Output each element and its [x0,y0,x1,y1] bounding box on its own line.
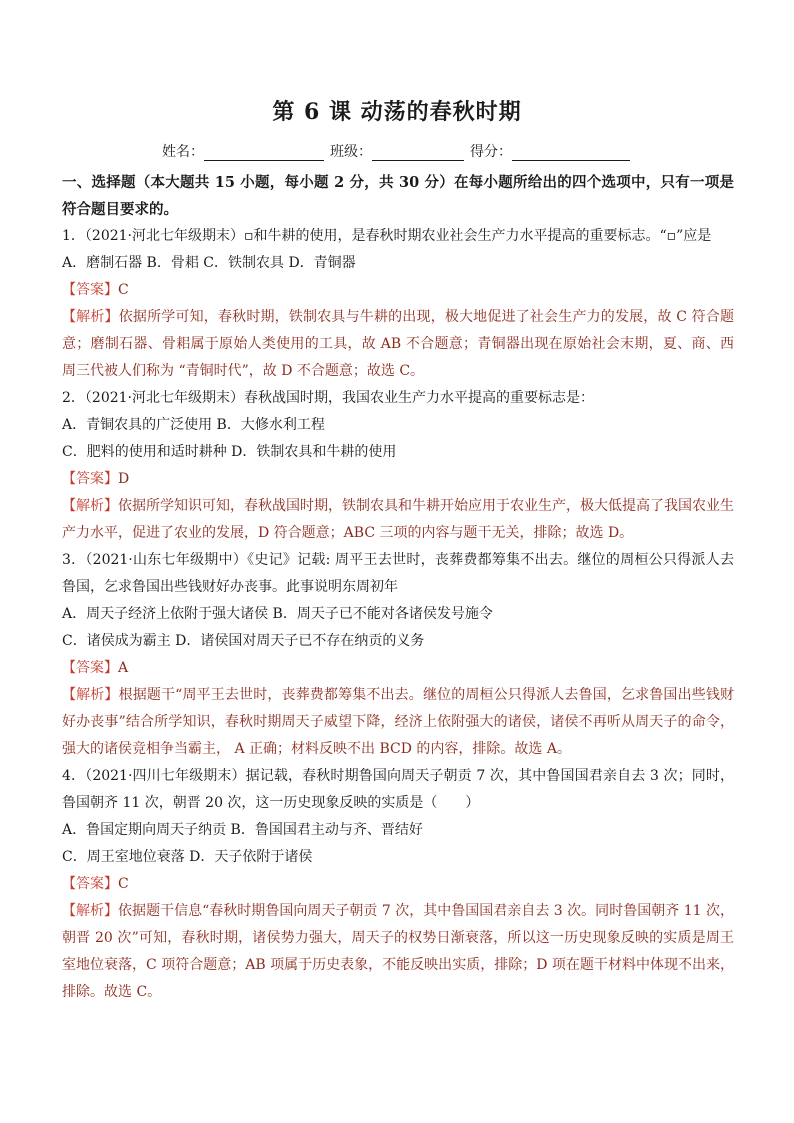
question-options: C．周王室地位衰落 D．天子依附于诸侯 [62,849,313,865]
question-4 [62,763,734,1006]
analysis-label: 【解析】 [62,309,119,325]
analysis-block [62,493,734,547]
question-options: C．诸侯成为霸主 D．诸侯国对周天子已不存在纳贡的义务 [62,633,425,649]
answer-value: D [118,471,130,487]
question-stem: 4．（2021·四川七年级期末）据记载，春秋时期鲁国向周天子朝贡 7 次，其中鲁国国君亲自去 3 次；同时，鲁国朝齐 11 次，朝晋 20 次，这一历史现象反映的实质是（ ） [62,768,734,811]
question-stem: 1．（2021·河北七年级期末）▫和牛耕的使用，是春秋时期农业社会生产力水平提高的重要标志。“▫”应是 [62,228,712,244]
score-label: 得分： [470,144,512,160]
class-blank[interactable] [372,145,464,161]
section-header: 一、选择题（本大题共 15 小题，每小题 2 分，共 30 分）在每小题所给出的四个选项中，只有一项是符合题目要求的。 [62,174,734,218]
class-label: 班级： [330,144,372,160]
question-options: A．磨制石器 B．骨耜 C．铁制农具 D．青铜器 [62,255,356,271]
question-2 [62,385,734,547]
answer-line [62,871,734,898]
analysis-block [62,898,734,1006]
answer-line [62,277,734,304]
question-list [62,169,734,1006]
question-3 [62,547,734,763]
answer-line [62,466,734,493]
analysis-text: 依据题干信息“春秋时期鲁国向周天子朝贡 7 次，其中鲁国国君亲自去 3 次。同时鲁国朝齐 11 次，朝晋 20 次”可知，春秋时期，诸侯势力强大，周天子的权势日渐衰落，所以这一历史现象反映的实质是周王室地位衰落，C 项符合题意；AB 项属于历史表象，不能反映出实质，排除；D 项在题干材料中体现不出来，排除。故选 C。 [62,903,734,1000]
analysis-label: 【解析】 [62,498,118,514]
question-1 [62,223,734,385]
question-options: A．青铜农具的广泛使用 B．大修水利工程 [62,417,325,433]
analysis-text: 依据所学知识可知，春秋战国时期，铁制农具和牛耕开始应用于农业生产，极大低提高了我国农业生产力水平，促进了农业的发展，D 符合题意；ABC 三项的内容与题干无关，排除；故选 D。 [62,498,734,541]
analysis-label: 【解析】 [62,687,119,703]
question-options: A．周天子经济上依附于强大诸侯 B．周天子已不能对各诸侯发号施令 [62,606,493,622]
lesson-title: 第 6 课 动荡的春秋时期 [272,99,522,125]
answer-label: 【答案】 [62,660,118,676]
name-label: 姓名： [162,144,204,160]
student-info-row [162,141,636,161]
question-options: C．肥料的使用和适时耕种 D．铁制农具和牛耕的使用 [62,444,397,460]
analysis-text: 根据题干“周平王去世时，丧葬费都筹集不出去。继位的周桓公只得派人去鲁国，乞求鲁国出些钱财好办丧事”结合所学知识，春秋时期周天子威望下降，经济上依附强大的诸侯，诸侯不再听从周天子的命令，强大的诸侯竞相争当霸主， A 正确；材料反映不出 BCD 的内容，排除。故选 A。 [62,687,735,757]
question-stem: 2．（2021·河北七年级期末）春秋战国时期，我国农业生产力水平提高的重要标志是： [62,390,594,406]
answer-label: 【答案】 [62,282,118,298]
answer-label: 【答案】 [62,471,118,487]
answer-value: C [118,876,129,892]
analysis-block [62,682,734,763]
analysis-text: 依据所学可知，春秋时期，铁制农具与牛耕的出现，极大地促进了社会生产力的发展，故 C 符合题意；磨制石器、骨耜属于原始人类使用的工具，故 AB 不合题意；青铜器出现在原始社会末期，夏、商、西周三代被人们称为 “青铜时代”，故 D 不合题意；故选 C。 [62,309,734,379]
name-blank[interactable] [204,145,324,161]
answer-value: C [118,282,129,298]
answer-value: A [118,660,129,676]
question-stem: 3．（2021·山东七年级期中）《史记》记载: 周平王去世时，丧葬费都筹集不出去。继位的周桓公只得派人去鲁国，乞求鲁国出些钱财好办丧事。此事说明东周初年 [62,552,734,595]
answer-label: 【答案】 [62,876,118,892]
score-blank[interactable] [512,145,630,161]
answer-line [62,655,734,682]
question-options: A．鲁国定期向周天子纳贡 B．鲁国国君主动与齐、晋结好 [62,822,423,838]
analysis-block [62,304,734,385]
analysis-label: 【解析】 [62,903,119,919]
